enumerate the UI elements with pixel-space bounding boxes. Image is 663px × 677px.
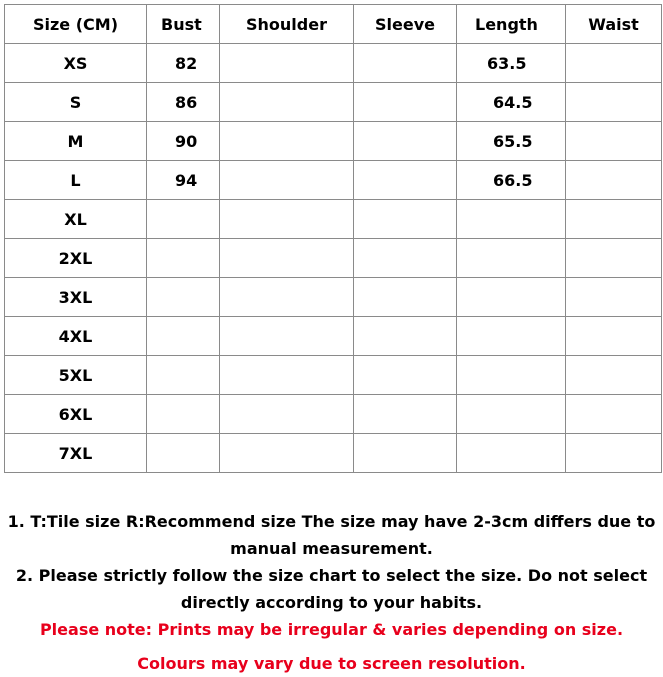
table-row xyxy=(5,278,662,317)
table-header-row xyxy=(5,5,662,44)
sleeve-cell xyxy=(354,239,457,278)
waist-cell xyxy=(566,83,662,122)
table-row xyxy=(5,83,662,122)
sleeve-cell xyxy=(354,317,457,356)
bust-cell xyxy=(147,434,220,473)
bust-cell xyxy=(147,356,220,395)
bust-cell xyxy=(147,239,220,278)
bust-cell: 86 xyxy=(147,83,220,122)
sleeve-cell xyxy=(354,434,457,473)
table-row xyxy=(5,395,662,434)
bust-cell xyxy=(147,317,220,356)
size-cell: XL xyxy=(5,200,147,239)
waist-cell xyxy=(566,44,662,83)
table-row xyxy=(5,200,662,239)
bust-cell xyxy=(147,395,220,434)
size-chart-table xyxy=(4,4,662,473)
sleeve-cell xyxy=(354,278,457,317)
size-cell: XS xyxy=(5,44,147,83)
size-cell: 3XL xyxy=(5,278,147,317)
bust-cell: 82 xyxy=(147,44,220,83)
note-1-line-2: manual measurement. xyxy=(230,539,433,558)
shoulder-cell xyxy=(220,122,354,161)
header-bust: Bust xyxy=(147,5,220,44)
size-cell: L xyxy=(5,161,147,200)
sleeve-cell xyxy=(354,44,457,83)
length-cell xyxy=(457,434,566,473)
shoulder-cell xyxy=(220,239,354,278)
sleeve-cell xyxy=(354,200,457,239)
sleeve-cell xyxy=(354,395,457,434)
header-size: Size (CM) xyxy=(5,5,147,44)
table-row xyxy=(5,317,662,356)
note-2-line-2: directly according to your habits. xyxy=(180,593,483,612)
waist-cell xyxy=(566,200,662,239)
note-2-line-1: 2. Please strictly follow the size chart to select the size. Do not select xyxy=(15,566,648,585)
length-cell xyxy=(457,239,566,278)
waist-cell xyxy=(566,278,662,317)
waist-cell xyxy=(566,434,662,473)
print-warning: Please note: Prints may be irregular & varies depending on size. xyxy=(39,620,624,639)
header-shoulder: Shoulder xyxy=(220,5,354,44)
table-row xyxy=(5,122,662,161)
length-cell: 63.5 xyxy=(457,44,566,83)
length-cell xyxy=(457,200,566,239)
length-cell: 64.5 xyxy=(457,83,566,122)
length-cell xyxy=(457,356,566,395)
sleeve-cell xyxy=(354,356,457,395)
length-cell xyxy=(457,278,566,317)
table-row xyxy=(5,356,662,395)
bust-cell xyxy=(147,278,220,317)
shoulder-cell xyxy=(220,317,354,356)
length-cell: 65.5 xyxy=(457,122,566,161)
length-cell: 66.5 xyxy=(457,161,566,200)
bust-cell xyxy=(147,200,220,239)
waist-cell xyxy=(566,161,662,200)
header-waist: Waist xyxy=(566,5,662,44)
size-cell: 4XL xyxy=(5,317,147,356)
waist-cell xyxy=(566,122,662,161)
table-row xyxy=(5,44,662,83)
shoulder-cell xyxy=(220,278,354,317)
shoulder-cell xyxy=(220,395,354,434)
sleeve-cell xyxy=(354,83,457,122)
waist-cell xyxy=(566,395,662,434)
colour-warning: Colours may vary due to screen resolution. xyxy=(137,654,526,673)
size-cell: 7XL xyxy=(5,434,147,473)
length-cell xyxy=(457,317,566,356)
size-cell: 2XL xyxy=(5,239,147,278)
header-length: Length xyxy=(457,5,566,44)
table-row xyxy=(5,239,662,278)
shoulder-cell xyxy=(220,161,354,200)
sleeve-cell xyxy=(354,122,457,161)
waist-cell xyxy=(566,356,662,395)
waist-cell xyxy=(566,317,662,356)
shoulder-cell xyxy=(220,83,354,122)
note-1-line-1: 1. T:Tile size R:Recommend size The size may have 2-3cm differs due to xyxy=(7,512,656,531)
table-row xyxy=(5,434,662,473)
shoulder-cell xyxy=(220,200,354,239)
waist-cell xyxy=(566,239,662,278)
header-sleeve: Sleeve xyxy=(354,5,457,44)
table-row xyxy=(5,161,662,200)
size-table-body xyxy=(5,44,662,473)
shoulder-cell xyxy=(220,434,354,473)
bust-cell: 94 xyxy=(147,161,220,200)
sleeve-cell xyxy=(354,161,457,200)
shoulder-cell xyxy=(220,356,354,395)
size-cell: S xyxy=(5,83,147,122)
size-cell: 5XL xyxy=(5,356,147,395)
bust-cell: 90 xyxy=(147,122,220,161)
size-cell: 6XL xyxy=(5,395,147,434)
length-cell xyxy=(457,395,566,434)
size-cell: M xyxy=(5,122,147,161)
shoulder-cell xyxy=(220,44,354,83)
size-notes xyxy=(0,508,663,677)
